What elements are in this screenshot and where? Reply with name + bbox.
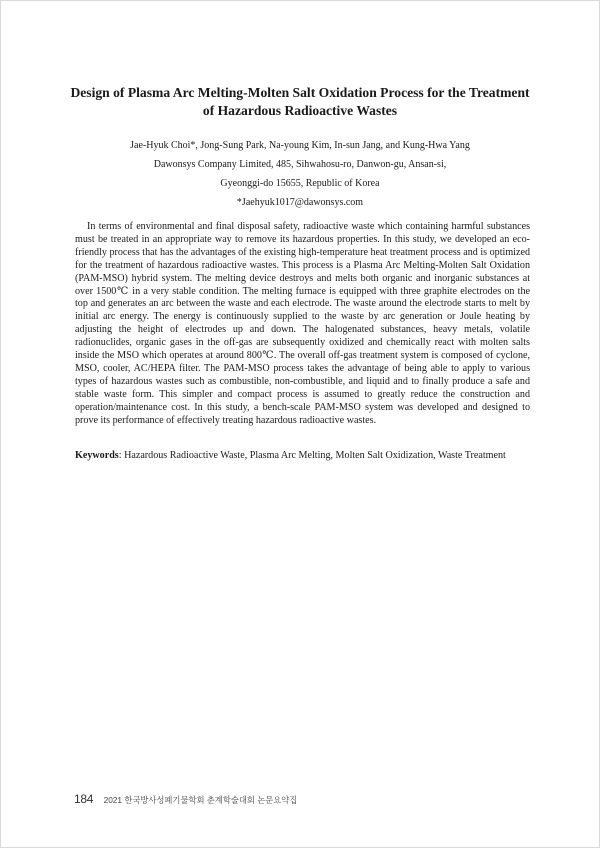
corresponding-email: *Jaehyuk1017@dawonsys.com <box>236 197 364 208</box>
keywords-label: Keywords <box>75 450 119 461</box>
keywords-text: : Hazardous Radioactive Waste, Plasma Arc Melting, Molten Salt Oxidization, Waste Treatment <box>118 450 506 461</box>
keywords <box>75 450 530 463</box>
paper-title <box>60 84 540 120</box>
affiliation-line-2: Gyeonggi-do 15655, Republic of Korea <box>220 178 380 189</box>
title-line-1: Design of Plasma Arc Melting-Molten Salt Oxidation Process for the Treatment <box>70 85 530 100</box>
abstract-body: In terms of environmental and final disposal safety, radioactive waste which containing harmful substances must be treated in an appropriate way to remove its hazardous properties. In this study, we developed an eco-friendly process that has the advantages of the existing high-temperature heat treatment process and is optimized for the treatment of hazardous radioactive wastes. This process is a Plasma Arc Melting-Molten Salt Oxidation (PAM-MSO) hybrid system. The melting device destroys and melts both organic and inorganic substances at over 1500℃ in a very stable condition. The melting furnace is equipped with three graphite electrodes on the top and generates an arc between the waste and each electrode. The waste around the electrode starts to melt by initial arc energy. The energy is continuously supplied to the waste by arc generation or Joule heating by adjusting the height of electrodes up and down. The halogenated substances, heavy metals, volatile radionuclides, organic gases in the off-gas are subsequently oxidized and chemically react with molten salts inside the MSO which operates at around 800℃. The overall off-gas treatment system is composed of cyclone, MSO, cooler, AC/HEPA filter. The PAM-MSO process takes the advantage of being able to apply to various types of hazardous wastes such as combustible, non-combustible, and liquid and to finally produce a safe and stable waste form. This simpler and compact process is assumed to greatly reduce the construction and operation/maintenance cost. In this study, a bench-scale PAM-MSO system was developed and designed to prove its performance of effectively treating hazardous radioactive wastes. <box>75 221 530 426</box>
title-line-2: of Hazardous Radioactive Wastes <box>202 103 398 118</box>
author-block <box>60 136 540 212</box>
proceedings-title: 2021 한국방사성폐기물학회 춘계학술대회 논문요약집 <box>103 795 298 805</box>
page-number: 184 <box>74 792 94 806</box>
authors: Jae-Hyuk Choi*, Jong-Sung Park, Na-young Kim, In-sun Jang, and Kung-Hwa Yang <box>130 140 470 151</box>
page-footer <box>74 790 297 808</box>
affiliation-line-1: Dawonsys Company Limited, 485, Sihwahosu-ro, Danwon-gu, Ansan-si, <box>153 159 447 170</box>
